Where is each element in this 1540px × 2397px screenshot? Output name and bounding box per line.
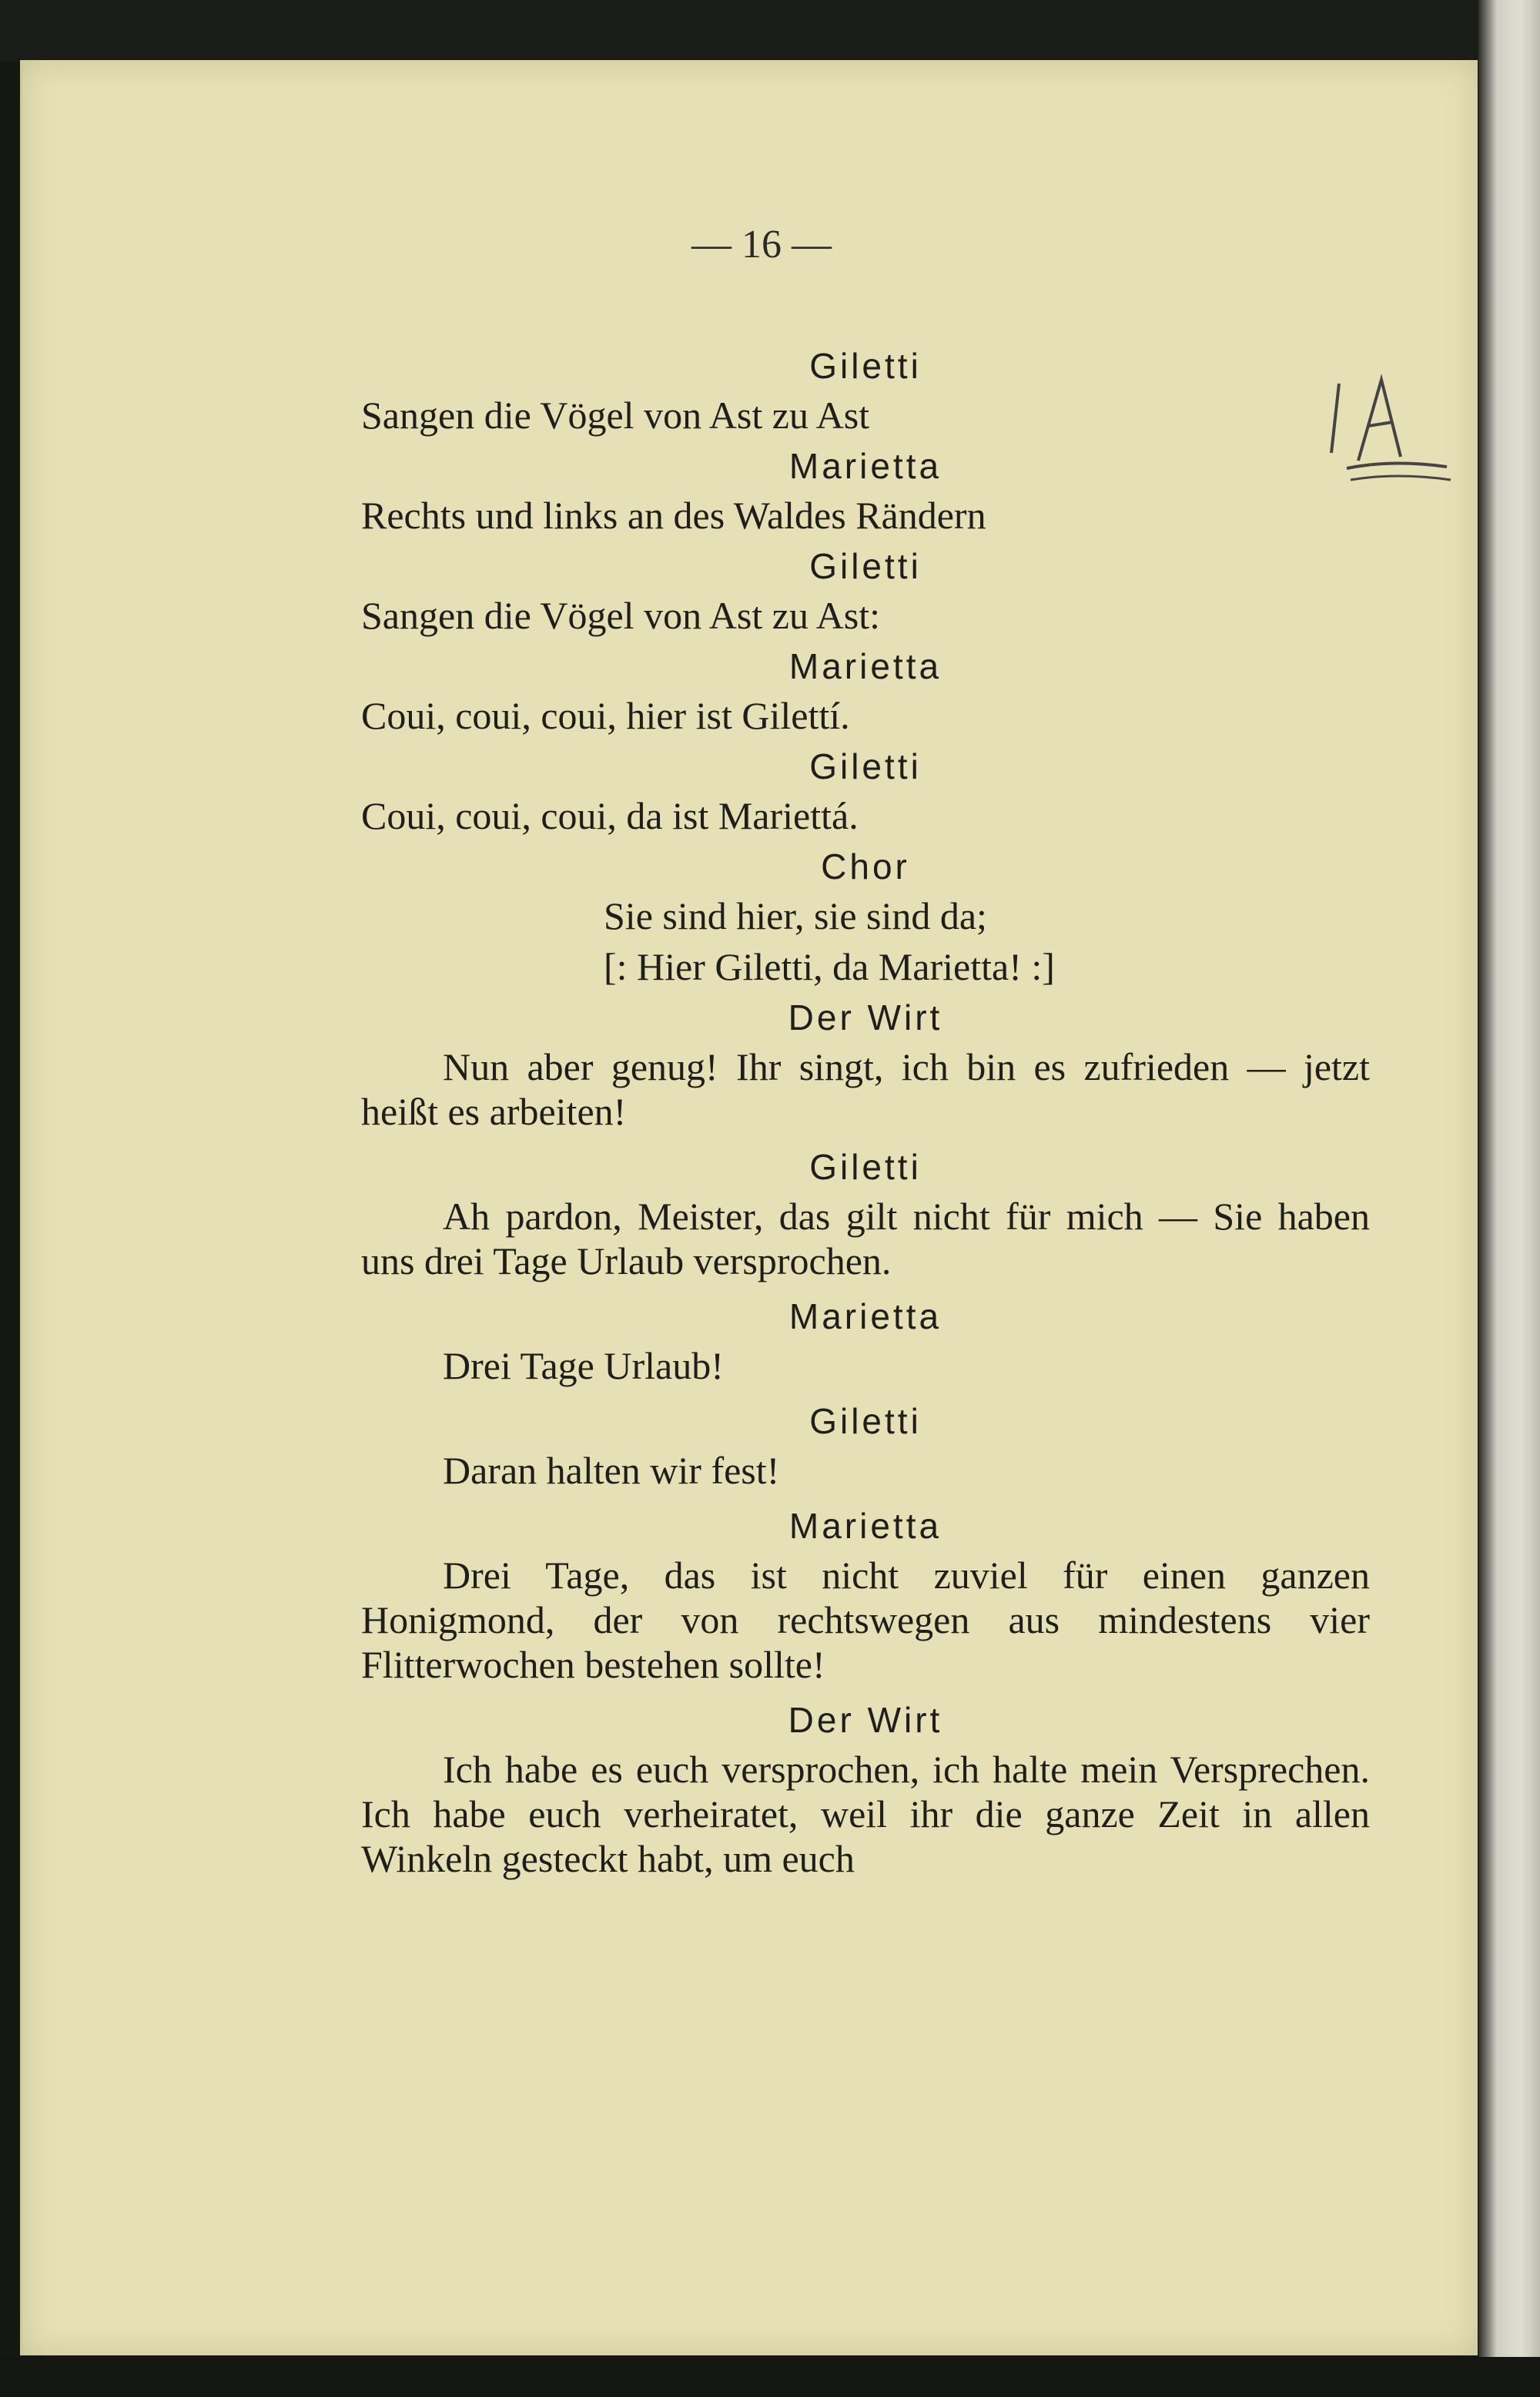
scan-background-top [0,0,1540,62]
script-text [361,337,1370,1892]
dialogue-paragraph: Ah pardon, Meister, das gilt nicht für mich — Sie haben uns drei Tage Urlaub versprochen. [361,1195,1370,1282]
verse-line: Coui, coui, coui, da ist Mariettá. [361,794,859,837]
verse-line: Coui, coui, coui, hier ist Gilettí. [361,694,850,737]
chorus-line: [: Hier Giletti, da Marietta! :] [604,945,1055,988]
verse-line: Sangen die Vögel von Ast zu Ast [361,394,870,437]
speaker-name: Giletti [809,746,922,786]
page-number: — 16 — [691,223,832,267]
speaker-name: Chor [821,846,910,887]
dialogue-paragraph: Nun aber genug! Ihr singt, ich bin es zufrieden — jetzt heißt es arbeiten! [361,1045,1370,1133]
speaker-name: Der Wirt [788,1700,943,1740]
speaker-name: Giletti [809,1147,922,1187]
speaker-name: Giletti [809,346,922,386]
dialogue-paragraph: Daran halten wir fest! [443,1449,780,1492]
scan-background-right [1478,0,1540,2397]
verse-line: Sangen die Vögel von Ast zu Ast: [361,594,881,637]
chorus-line: Sie sind hier, sie sind da; [604,894,987,937]
verse-line: Rechts und links an des Waldes Rändern [361,494,986,537]
dialogue-paragraph: Drei Tage Urlaub! [443,1344,724,1387]
speaker-name: Giletti [809,1401,922,1441]
book-page [20,60,1478,2355]
speaker-name: Der Wirt [788,997,943,1038]
speaker-name: Marietta [788,446,942,486]
dialogue-paragraph: Ich habe es euch versprochen, ich halte mein Versprechen. Ich habe euch verheiratet, weil ihr die ganze Zeit in allen Winkeln gesteckt habt, um euch [361,1748,1370,1880]
speaker-name: Marietta [788,1296,942,1336]
scan-background-bottom [0,2357,1540,2397]
dialogue-paragraph: Drei Tage, das ist nicht zuviel für einen ganzen Honigmond, der von rechtswegen aus mindestens vier Flitterwochen bestehen sollte! [361,1554,1370,1686]
speaker-name: Marietta [788,646,942,686]
speaker-name: Giletti [809,546,922,586]
speaker-name: Marietta [788,1506,942,1546]
